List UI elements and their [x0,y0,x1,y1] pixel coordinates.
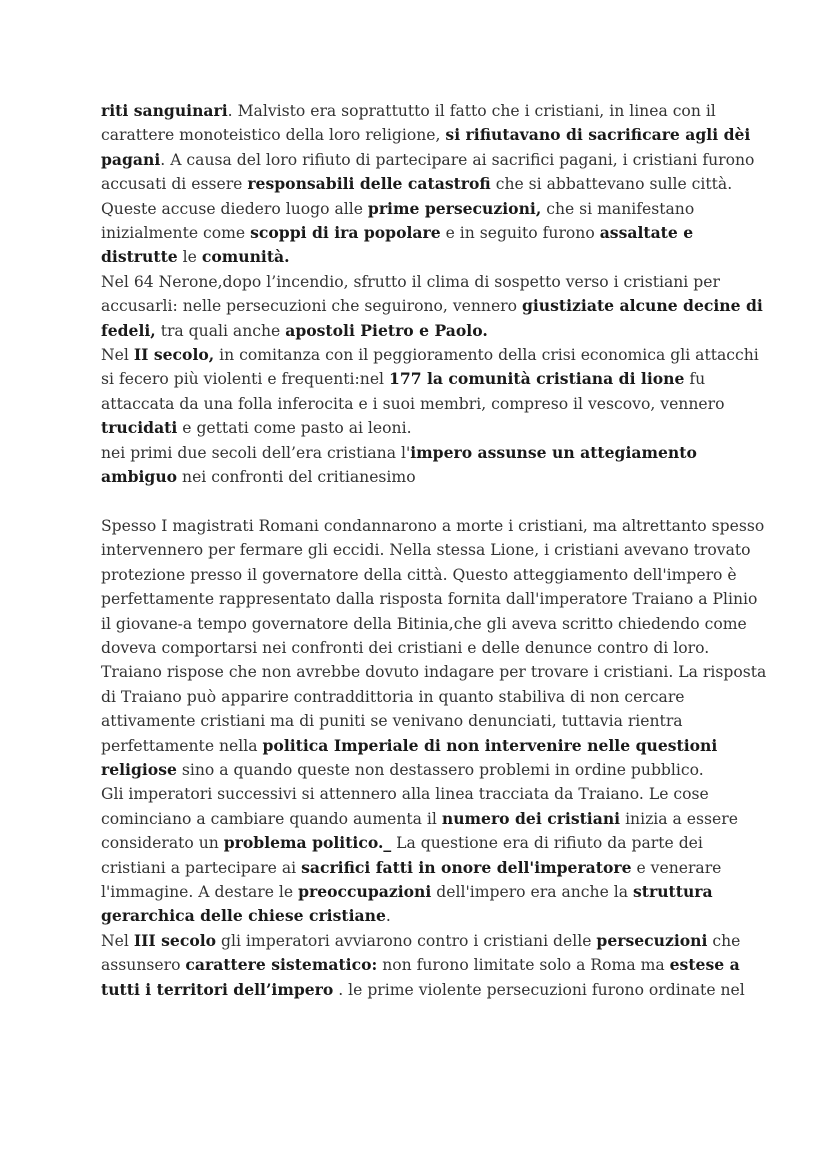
text-run: nei primi due secoli dell’era cristiana l' [101,443,411,462]
text-run: in comitanza con il peggioramento della crisi economica gli attacchi si fecero più violenti e frequenti:nel [101,346,759,389]
text-run: dell'impero era anche la [431,882,634,901]
text-run: che si abbattevano sulle città. Queste accuse diedero luogo alle [101,175,733,218]
paragraph [101,441,768,490]
paragraph [101,343,768,441]
paragraph [101,99,768,270]
bold-text: preoccupazioni [298,881,432,901]
text-run: inizia a essere considerato un [101,809,738,853]
bold-text: sacrifici fatti in onore dell'imperatore [301,857,632,877]
text-run: e in seguito furono [440,224,600,243]
bold-text: prime persecuzioni, [367,198,542,218]
text-run: sino a quando queste non destassero problemi in ordine pubblico. [176,760,704,779]
bold-text: carattere sistematico: [185,955,378,975]
text-run: tra quali anche [155,321,286,340]
text-run: non furono limitate solo a Roma ma [377,956,670,975]
paragraph [101,929,768,1002]
text-run: e gettati come pasto ai leoni. [177,419,412,438]
text-run: Nel [101,346,134,365]
bold-text: struttura gerarchica delle chiese cristiane [101,881,713,926]
bold-text: 177 la comunità cristiana di lione [389,369,685,389]
bold-text: scoppi di ira popolare [250,223,441,243]
paragraph [101,270,768,343]
bold-text: III secolo [133,930,217,950]
text-run: . [385,907,391,926]
document-body [101,99,768,1002]
text-run: che si manifestano inizialmente come [101,199,695,243]
text-run: che assunsero [101,931,741,975]
text-run: Gli imperatori successivi si attennero alla linea tracciata da Traiano. Le cose cominciano a cambiare quando aumenta il [101,785,709,828]
bold-text: trucidati [101,418,178,438]
bold-text: responsabili delle catastrofi [247,174,491,194]
bold-text: persecuzioni [596,930,708,950]
bold-text: comunità. [201,247,290,267]
bold-text: si rifiutavano di sacrificare agli dèi pagani [101,125,751,169]
text-run: Nel 64 Nerone,dopo l’incendio, sfrutto il clima di sospetto verso i cristiani per accusarli: nelle persecuzioni che seguirono, vennero [101,272,720,316]
bold-text: politica Imperiale di non intervenire nelle questioni religiose [101,735,718,779]
text-run: gli imperatori avviarono contro i cristiani delle [216,931,597,950]
bold-text: riti sanguinari [101,101,228,120]
text-run: Spesso I magistrati Romani condannarono a morte i cristiani, ma altrettanto spesso intervennero per fermare gli eccidi. Nella stessa Lione, i cristiani avevano trovato protezione presso il governatore della città. Questo atteggiamento dell'impero è perfettamente rappresentato dalla risposta fornita dall'imperatore Traiano a Plinio il giovane-a tempo governatore della Bitinia,che gli aveva scritto chiedendo come doveva comportarsi nei confronti dei cristiani e delle denunce contro di loro. Traiano rispose che non avrebbe dovuto indagare per trovare i cristiani. La risposta di Traiano può apparire contraddittoria in quanto stabiliva di non cercare attivamente cristiani ma di puniti se venivano denunciati, tuttavia rientra perfettamente nella [101,516,767,755]
blank-line [101,490,768,514]
text-run: le [177,248,202,267]
text-run: Nel [101,931,134,950]
bold-text: giustiziate alcune decine di fedeli, [101,296,763,340]
bold-text: numero dei cristiani [441,808,621,828]
bold-text: estese a tutti i territori dell’impero [101,955,740,999]
text-run: . Malvisto era soprattutto il fatto che i cristiani, in linea con il carattere monoteistico della loro religione, [101,102,716,145]
paragraph [101,514,768,782]
bold-text: apostoli Pietro e Paolo. [285,320,488,340]
text-run: La questione era di rifiuto da parte dei cristiani a partecipare ai [101,834,703,877]
text-run: . A causa del loro rifiuto di partecipare ai sacrifici pagani, i cristiani furono accusati di essere [101,150,755,194]
bold-text: assaltate e distrutte [101,223,694,267]
bold-text: impero assunse un attegiamento ambiguo [101,442,697,487]
bold-text: problema politico._ [223,833,392,853]
text-run: . le prime violente persecuzioni furono ordinate nel [333,980,745,999]
text-run: fu attaccata da una folla inferocita e i suoi membri, compreso il vescovo, vennero [101,370,725,413]
text-run: e venerare l'immagine. A destare le [101,858,722,901]
bold-text: II secolo, [133,345,215,365]
text-run: nei confronti del critianesimo [177,468,416,487]
paragraph [101,782,768,928]
